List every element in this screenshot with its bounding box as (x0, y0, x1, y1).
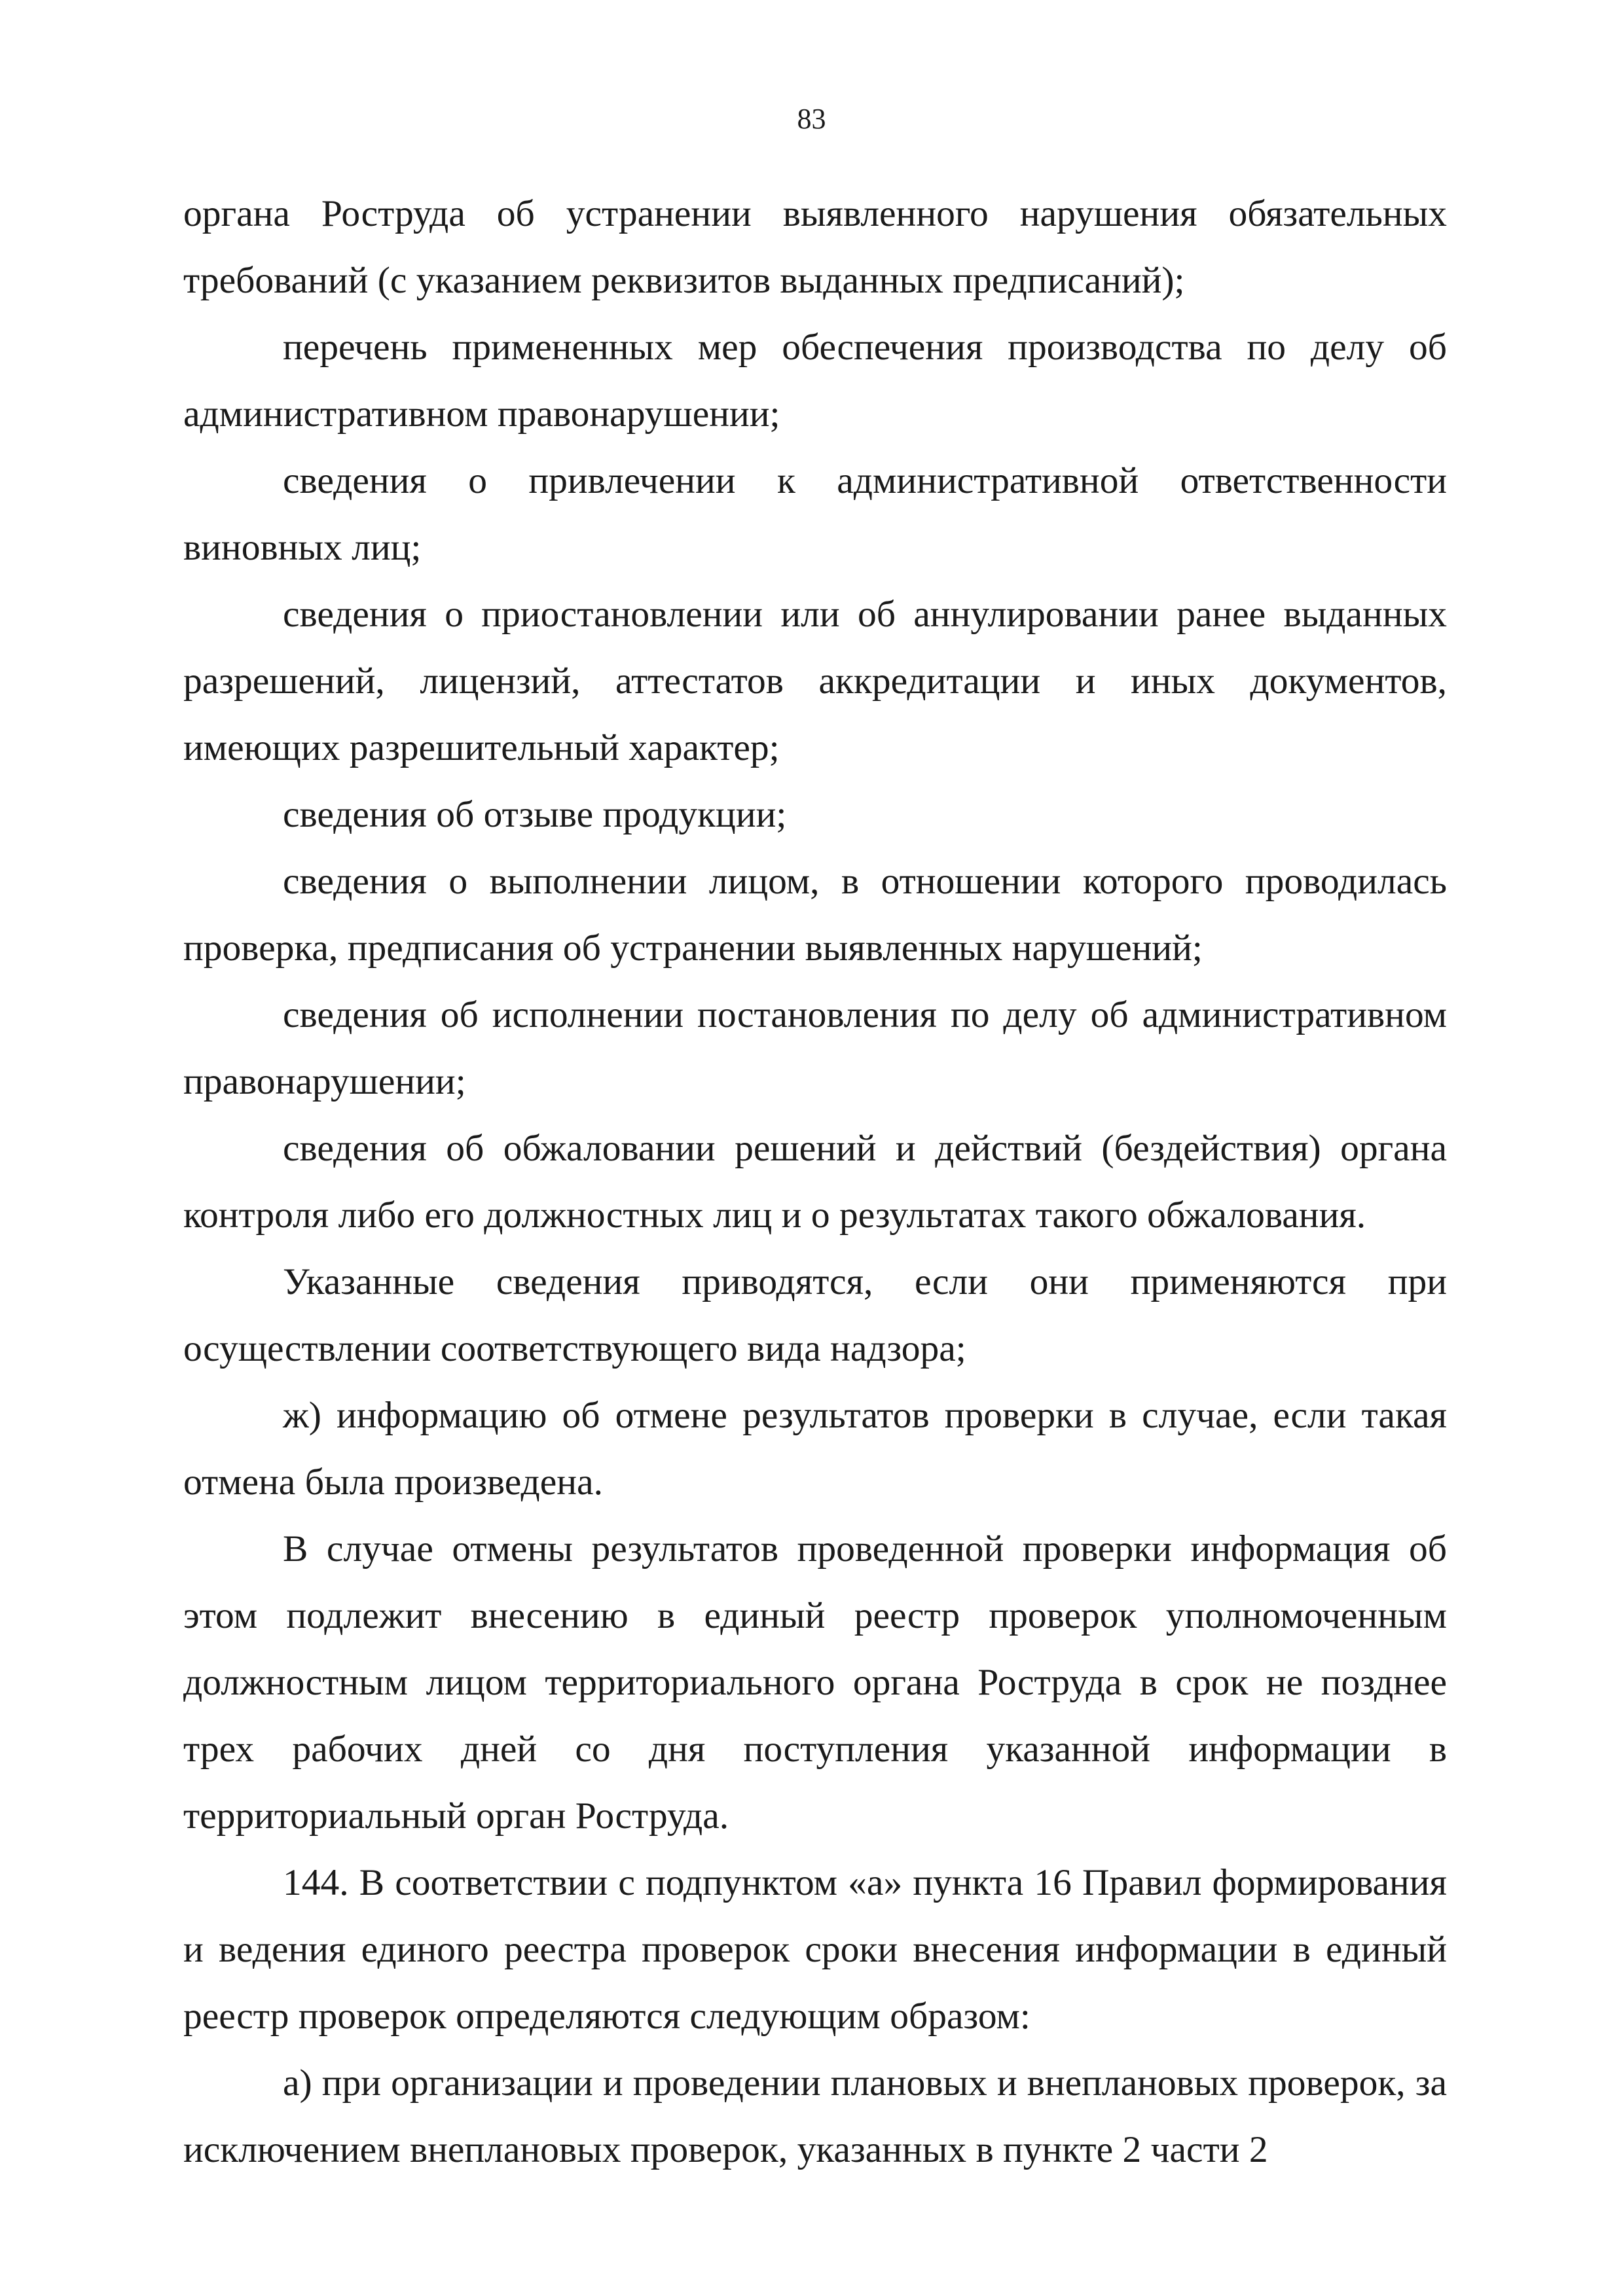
paragraph-liability: сведения о привлечении к административной ответственности виновных лиц; (183, 460, 1447, 568)
paragraph-cancellation: В случае отмены результатов проведенной проверки информация об этом подлежит внесению в единый реестр проверок уполномоченным должностным лицом территориального органа Роструда в срок не позднее трех рабочих дней со дня поступления указанной информации в территориальный орган Роструда. (183, 1528, 1447, 1837)
paragraph-item-zh: ж) информацию об отмене результатов проверки в случае, если такая отмена была произведена. (183, 1395, 1447, 1503)
paragraph-continuation: органа Роструда об устранении выявленного нарушения обязательных требований (с указанием реквизитов выданных предписаний); (183, 193, 1447, 301)
paragraph-suspension: сведения о приостановлении или об аннулировании ранее выданных разрешений, лицензий, аттестатов аккредитации и иных документов, имеющих разрешительный характер; (183, 594, 1447, 768)
document-body (183, 181, 1447, 2183)
paragraph-applicability-note: Указанные сведения приводятся, если они применяются при осуществлении соответствующего вида надзора; (183, 1261, 1447, 1369)
paragraph-section-144: 144. В соответствии с подпунктом «а» пункта 16 Правил формирования и ведения единого реестра проверок сроки внесения информации в единый реестр проверок определяются следующим образом: (183, 1862, 1447, 2037)
page-number: 83 (797, 103, 826, 135)
paragraph-resolution-execution: сведения об исполнении постановления по делу об административном правонарушении; (183, 994, 1447, 1102)
paragraph-order-execution: сведения о выполнении лицом, в отношении которого проводилась проверка, предписания об устранении выявленных нарушений; (183, 861, 1447, 969)
paragraph-item-a: а) при организации и проведении плановых и внеплановых проверок, за исключением внеплановых проверок, указанных в пункте 2 части 2 (183, 2062, 1447, 2170)
paragraph-measures-list: перечень примененных мер обеспечения производства по делу об административном правонарушении; (183, 327, 1447, 435)
paragraph-appeals: сведения об обжаловании решений и действий (бездействия) органа контроля либо его должностных лиц и о результатах такого обжалования. (183, 1128, 1447, 1236)
paragraph-product-recall: сведения об отзыве продукции; (283, 794, 787, 835)
